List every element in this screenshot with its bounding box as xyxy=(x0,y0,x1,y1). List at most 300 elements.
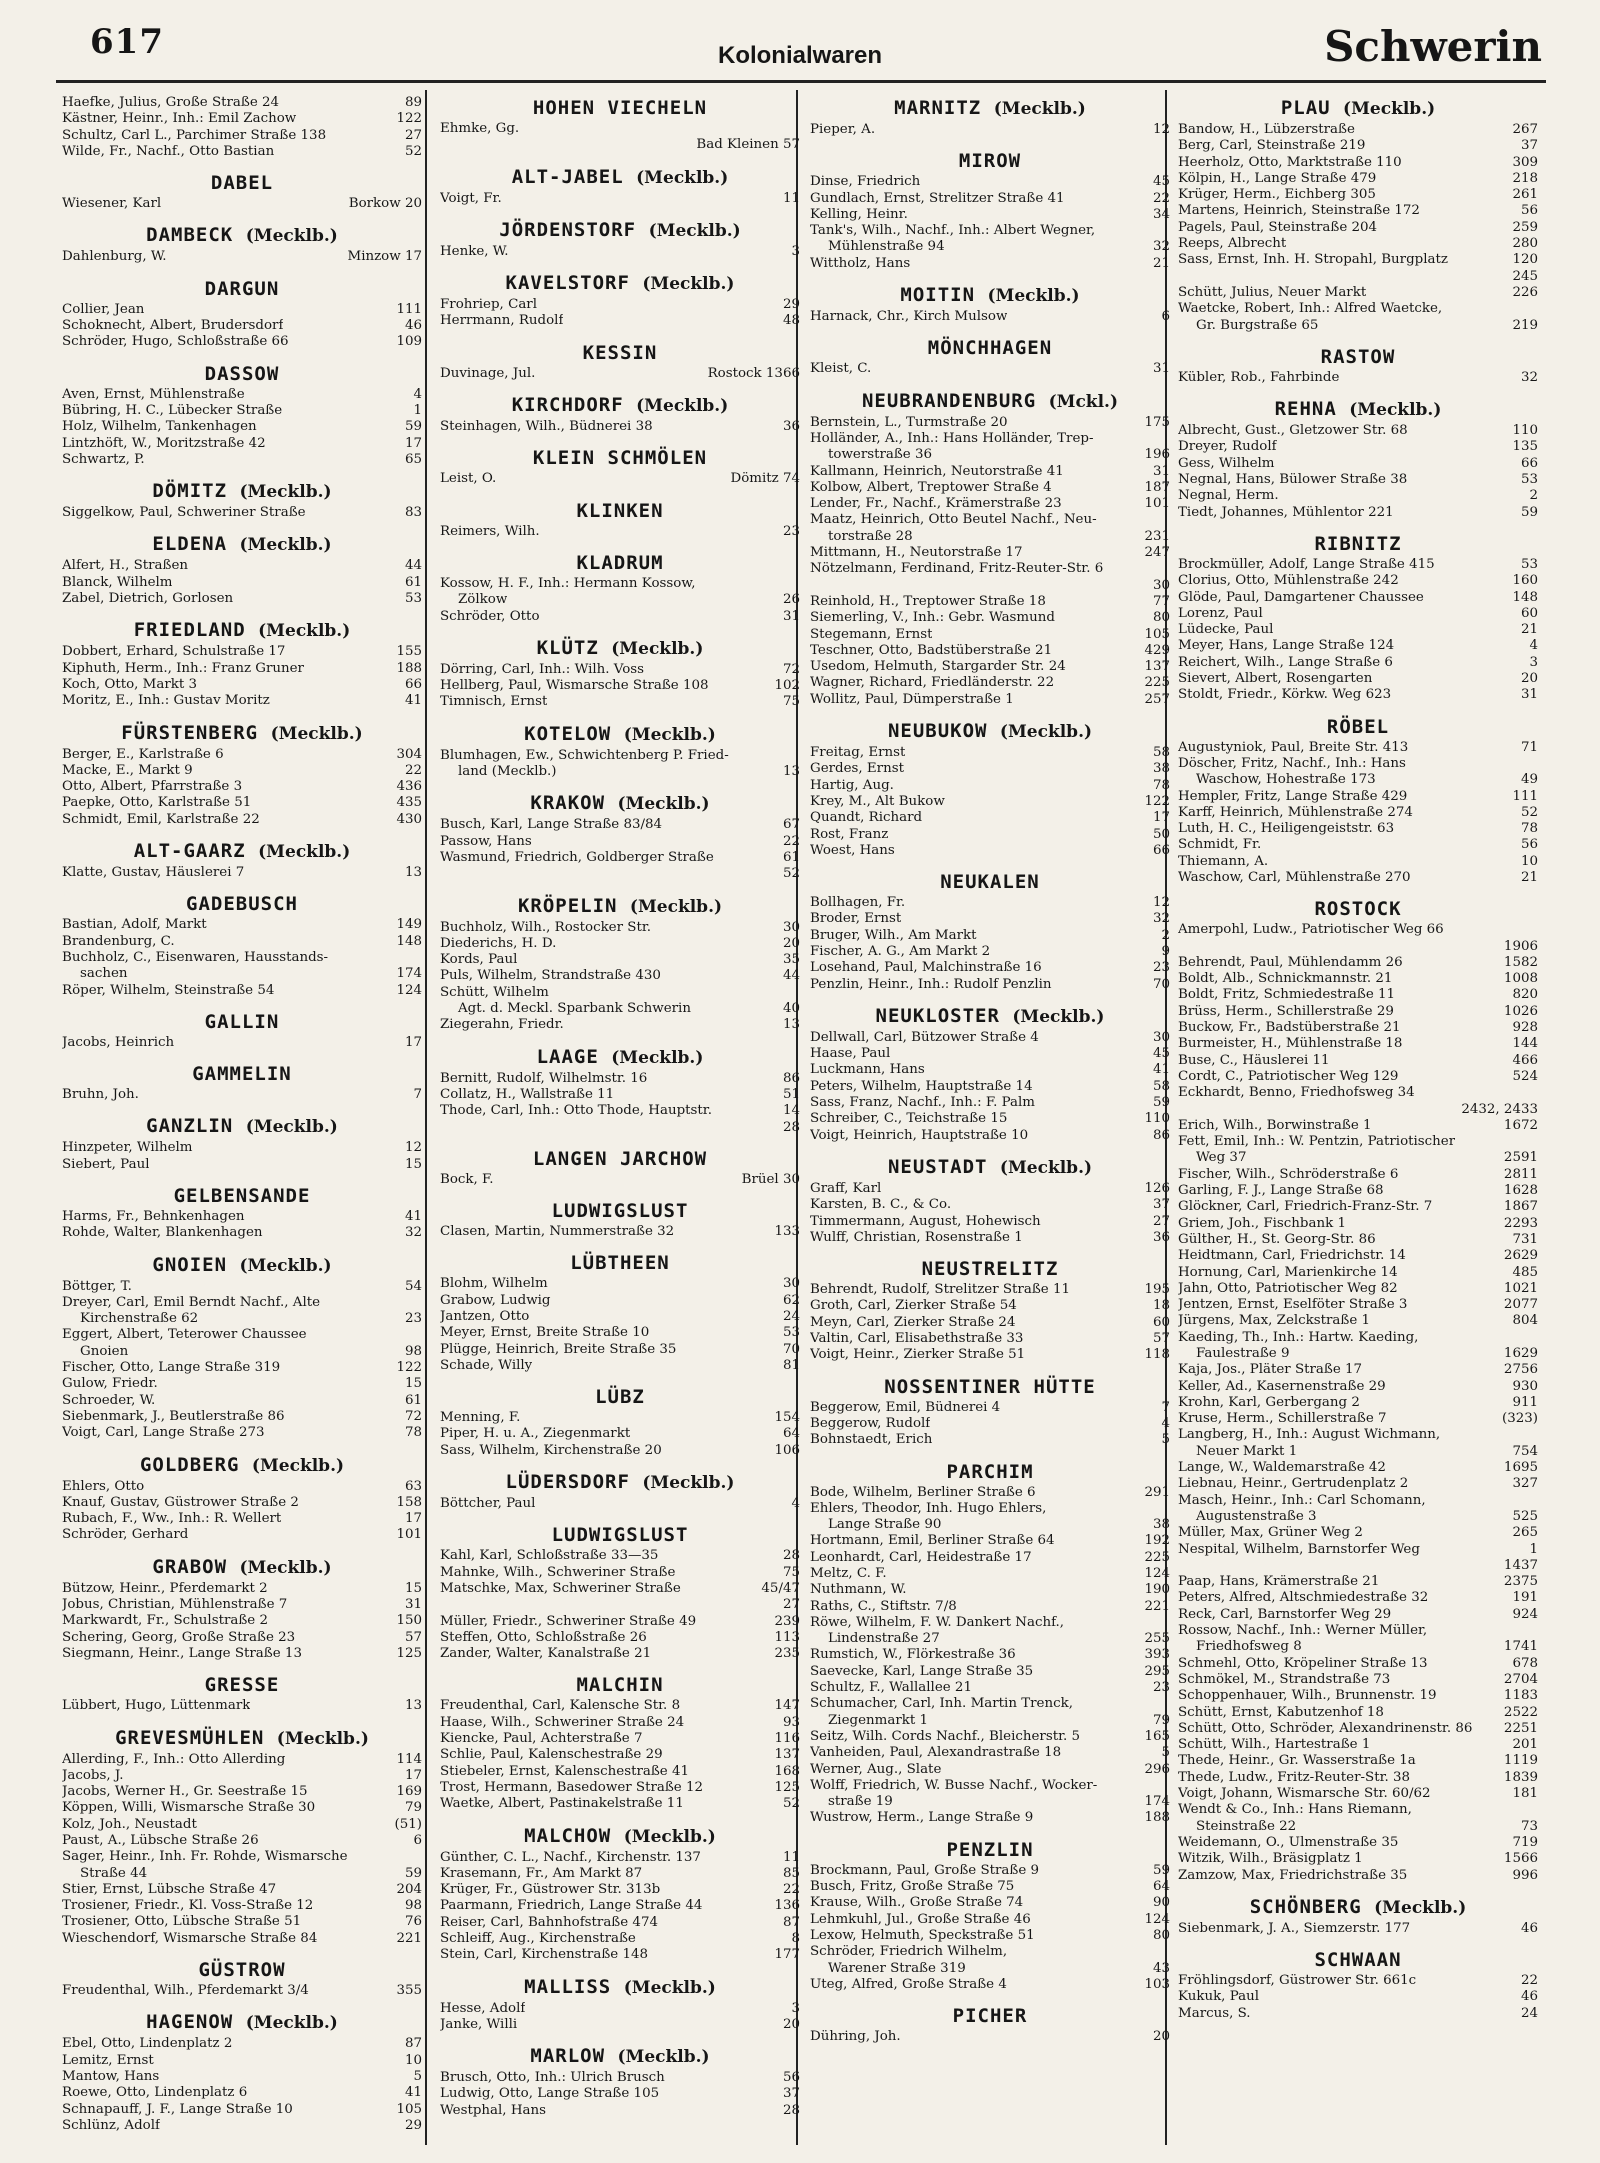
entry-name: Leist, O. xyxy=(440,471,497,487)
entry-phone-number: 22 xyxy=(782,833,800,849)
entry-name: Kleist, C. xyxy=(810,361,872,377)
directory-entry xyxy=(810,1631,1170,1647)
entry-name: Schwartz, P. xyxy=(62,451,145,467)
directory-entry xyxy=(1178,955,1538,971)
town-section xyxy=(62,1183,422,1242)
entry-name: Steffen, Otto, Schloßstraße 26 xyxy=(440,1629,647,1645)
directory-entry xyxy=(62,2118,422,2134)
entry-name: Cordt, C., Patriotischer Weg 129 xyxy=(1178,1068,1399,1084)
directory-entry xyxy=(440,1597,800,1613)
entry-name: Krüger, Herm., Eichberg 305 xyxy=(1178,187,1376,203)
entry-name: Holz, Wilhelm, Tankenhagen xyxy=(62,419,257,435)
entry-name: Kolz, Joh., Neustadt xyxy=(62,1816,197,1832)
directory-entry xyxy=(810,1230,1170,1246)
town-section xyxy=(810,282,1170,325)
entry-phone-number: 45 xyxy=(1152,1046,1170,1062)
town-section xyxy=(440,1974,800,2034)
entry-phone-number: 168 xyxy=(774,1763,800,1779)
directory-entry xyxy=(440,1882,800,1898)
entry-name: Nuthmann, W. xyxy=(810,1582,907,1598)
directory-entry xyxy=(810,827,1170,843)
entry-name: Herrmann, Rudolf xyxy=(440,313,564,329)
directory-entry xyxy=(62,591,422,607)
entry-phone-number: 430 xyxy=(396,811,422,827)
town-section xyxy=(810,2003,1170,2045)
directory-entry xyxy=(1178,557,1538,573)
entry-name: Marcus, S. xyxy=(1178,2005,1251,2021)
town-heading xyxy=(440,1044,800,1071)
town-section xyxy=(440,498,800,540)
entry-name: Ehlers, Theodor, Inh. Hugo Ehlers, xyxy=(810,1500,1047,1516)
entry-name: Kübler, Rob., Fahrbinde xyxy=(1178,369,1340,385)
directory-entry xyxy=(62,403,422,419)
entry-phone-number: 32 xyxy=(404,1225,422,1241)
directory-entry xyxy=(62,1087,422,1103)
directory-entry xyxy=(62,318,422,334)
entry-name: Böttger, T. xyxy=(62,1278,132,1294)
entry-name: Jantzen, Otto xyxy=(440,1308,530,1324)
entry-name: Steinstraße 22 xyxy=(1196,1818,1297,1834)
directory-entry xyxy=(810,1863,1170,1879)
entry-name: Stein, Carl, Kirchenstraße 148 xyxy=(440,1947,649,1963)
entry-name: Paepke, Otto, Karlstraße 51 xyxy=(62,795,252,811)
directory-entry xyxy=(62,558,422,574)
directory-entry xyxy=(810,778,1170,794)
entry-name: Bruger, Wilh., Am Markt xyxy=(810,927,977,943)
entry-name: Mühlenstraße 94 xyxy=(828,239,945,255)
town-name: LÜBTHEEN xyxy=(570,1252,670,1275)
entry-name: Kords, Paul xyxy=(440,952,518,968)
entry-phone-number: 165 xyxy=(1144,1728,1170,1744)
directory-entry xyxy=(1178,138,1538,154)
town-heading xyxy=(62,1113,422,1140)
directory-entry xyxy=(1178,1199,1538,1215)
town-section xyxy=(62,1252,422,1442)
entry-phone-number: 110 xyxy=(1144,1111,1170,1127)
directory-entry xyxy=(440,1410,800,1426)
entry-phone-number: 79 xyxy=(404,1800,422,1816)
town-name: NEUBRANDENBURG xyxy=(861,389,1037,412)
entry-phone-number: 56 xyxy=(1520,203,1538,219)
entry-phone-number: 291 xyxy=(1144,1484,1170,1500)
entry-phone-number: 17 xyxy=(1152,810,1170,826)
entry-name: Köppen, Willi, Wismarsche Straße 30 xyxy=(62,1800,316,1816)
entry-name: Dahlenburg, W. xyxy=(62,249,167,265)
entry-name: Bandow, H., Lübzerstraße xyxy=(1178,122,1355,137)
directory-entry xyxy=(440,1224,800,1240)
directory-entry xyxy=(810,1095,1170,1111)
entry-name: Peters, Wilhelm, Hauptstraße 14 xyxy=(810,1078,1033,1094)
entry-phone-number: 204 xyxy=(396,1881,422,1897)
entry-name: Wiesener, Karl xyxy=(62,196,162,212)
directory-entry xyxy=(440,1172,800,1188)
town-section xyxy=(62,222,422,265)
entry-name: Stegemann, Ernst xyxy=(810,626,933,642)
entry-name: Siebert, Paul xyxy=(62,1156,150,1172)
town-heading xyxy=(440,790,800,817)
town-section xyxy=(440,1384,800,1459)
entry-phone-number: 57 xyxy=(1152,1331,1170,1347)
entry-phone-number: 37 xyxy=(1152,1197,1170,1213)
entry-name: Ebel, Otto, Lindenplatz 2 xyxy=(62,2036,233,2052)
town-section xyxy=(810,388,1170,708)
directory-entry xyxy=(440,609,800,625)
town-name: RASTOW xyxy=(1320,345,1396,368)
directory-entry xyxy=(810,561,1170,577)
directory-entry xyxy=(1178,854,1538,870)
directory-entry xyxy=(62,128,422,144)
town-region: (Mecklb.) xyxy=(245,1117,338,1138)
entry-phone-number: 30 xyxy=(782,1276,800,1292)
town-heading xyxy=(1178,531,1538,557)
entry-name: Müller, Friedr., Schweriner Straße 49 xyxy=(440,1613,697,1629)
entry-phone-number: 2 xyxy=(1161,927,1170,943)
entry-phone-number: 71 xyxy=(1520,739,1538,755)
entry-name: Schoknecht, Albert, Brudersdorf xyxy=(62,318,284,334)
entry-name: Voigt, Fr. xyxy=(440,190,502,206)
entry-phone-number: 30 xyxy=(1152,1029,1170,1045)
town-heading xyxy=(440,1469,800,1496)
entry-phone-number: 58 xyxy=(1152,1078,1170,1094)
town-region: (Mecklb.) xyxy=(245,226,338,247)
entry-name: Trosiener, Friedr., Kl. Voss-Straße 12 xyxy=(62,1898,314,1914)
entry-name: Losehand, Paul, Malchinstraße 16 xyxy=(810,960,1042,976)
directory-entry xyxy=(62,1597,422,1613)
entry-phone-number: 137 xyxy=(1144,659,1170,675)
entry-name: Garling, F. J., Lange Straße 68 xyxy=(1178,1183,1384,1199)
directory-entry xyxy=(810,223,1170,239)
entry-phone-number: 124 xyxy=(1144,1911,1170,1927)
directory-entry xyxy=(62,1983,422,1999)
entry-phone-number: 7 xyxy=(1161,1399,1170,1415)
directory-entry xyxy=(440,748,800,764)
town-name: SCHÖNBERG xyxy=(1249,1895,1362,1918)
entry-name: Reck, Carl, Barnstorfer Weg 29 xyxy=(1178,1606,1392,1622)
entry-phone-number xyxy=(1506,922,1538,938)
entry-name: Graff, Karl xyxy=(810,1180,882,1196)
directory-entry xyxy=(440,1565,800,1581)
entry-phone-number: 10 xyxy=(404,2052,422,2068)
town-heading xyxy=(62,222,422,249)
town-heading xyxy=(810,335,1170,361)
directory-entry xyxy=(1178,1802,1538,1818)
directory-entry xyxy=(810,431,1170,447)
directory-entry xyxy=(810,1331,1170,1347)
entry-name: Glöde, Paul, Damgartener Chaussee xyxy=(1178,589,1424,605)
directory-column-1 xyxy=(62,95,422,2145)
directory-entry xyxy=(1178,1542,1538,1558)
directory-entry xyxy=(1178,1167,1538,1183)
town-section xyxy=(440,893,800,1034)
town-name: LÜBZ xyxy=(595,1386,645,1409)
directory-entry xyxy=(62,1849,422,1865)
entry-phone-number: 31 xyxy=(782,608,800,624)
entry-name: Buckow, Fr., Badstüberstraße 21 xyxy=(1178,1020,1401,1036)
directory-column-4 xyxy=(1178,95,1538,2145)
directory-entry xyxy=(810,207,1170,223)
entry-name: towerstraße 36 xyxy=(828,447,933,463)
entry-phone-number: 36 xyxy=(782,419,800,435)
entry-phone-number: 12 xyxy=(1152,895,1170,911)
entry-name: Clorius, Otto, Mühlenstraße 242 xyxy=(1178,573,1399,589)
town-heading xyxy=(62,276,422,302)
entry-name: Fett, Emil, Inh.: W. Pentzin, Patriotischer xyxy=(1178,1134,1456,1150)
entry-phone-number: 23 xyxy=(1152,960,1170,976)
directory-entry xyxy=(62,950,422,966)
town-region: (Mecklb.) xyxy=(623,1826,716,1847)
entry-name: Schröder, Gerhard xyxy=(62,1527,189,1543)
entry-name: Usedom, Helmuth, Stargarder Str. 24 xyxy=(810,659,1066,675)
entry-phone-number: 1437 xyxy=(1503,1557,1538,1573)
directory-column-3 xyxy=(810,95,1170,2145)
directory-entry xyxy=(1178,1656,1538,1672)
directory-entry xyxy=(810,1647,1170,1663)
town-section xyxy=(1178,396,1538,521)
entry-phone-number: 13 xyxy=(404,1698,422,1714)
directory-entry xyxy=(440,1947,800,1963)
directory-entry xyxy=(440,1358,800,1374)
town-heading xyxy=(62,478,422,505)
entry-name: Thede, Ludw., Fritz-Reuter-Str. 38 xyxy=(1178,1769,1411,1785)
entry-phone-number: 110 xyxy=(1512,423,1538,439)
entry-phone-number: 149 xyxy=(396,917,422,933)
directory-entry xyxy=(440,952,800,968)
entry-phone-number xyxy=(390,950,422,966)
directory-entry xyxy=(1178,488,1538,504)
directory-entry xyxy=(1178,1069,1538,1085)
entry-name: Jacobs, Werner H., Gr. Seestraße 15 xyxy=(62,1784,308,1800)
town-region: (Mecklb.) xyxy=(617,2047,710,2068)
entry-phone-number: 37 xyxy=(1520,138,1538,154)
directory-entry xyxy=(810,1582,1170,1598)
town-heading xyxy=(62,2009,422,2036)
entry-phone-number: 466 xyxy=(1512,1052,1538,1068)
directory-entry xyxy=(1178,821,1538,837)
town-region: (Mecklb.) xyxy=(239,482,332,503)
running-head-city: Schwerin xyxy=(1324,22,1542,71)
entry-name: Freudenthal, Carl, Kalensche Str. 8 xyxy=(440,1698,681,1714)
directory-entry xyxy=(1178,1737,1538,1753)
entry-phone-number: 15 xyxy=(404,1156,422,1172)
town-heading xyxy=(810,388,1170,415)
directory-entry xyxy=(1178,1411,1538,1427)
directory-entry xyxy=(62,1409,422,1425)
entry-name: Stoldt, Friedr., Körkw. Weg 623 xyxy=(1178,687,1392,703)
entry-phone-number: 190 xyxy=(1144,1582,1170,1598)
town-heading xyxy=(62,1009,422,1035)
town-section xyxy=(62,2009,422,2134)
directory-entry xyxy=(1178,1558,1538,1574)
directory-entry xyxy=(440,1850,800,1866)
town-name: KOTELOW xyxy=(524,722,612,745)
directory-entry xyxy=(1178,772,1538,788)
entry-phone-number: Brüel 30 xyxy=(741,1171,800,1187)
entry-name: torstraße 28 xyxy=(828,528,913,544)
directory-entry xyxy=(1178,671,1538,687)
town-section xyxy=(440,445,800,487)
town-name: KESSIN xyxy=(582,341,658,364)
entry-phone-number: 911 xyxy=(1512,1394,1538,1410)
entry-phone-number: 31 xyxy=(404,1597,422,1613)
directory-entry xyxy=(810,1347,1170,1363)
directory-entry xyxy=(62,1157,422,1173)
directory-entry xyxy=(440,1276,800,1292)
entry-phone-number: 135 xyxy=(1512,439,1538,455)
town-name: GADEBUSCH xyxy=(186,893,298,916)
directory-entry xyxy=(440,2001,800,2017)
entry-name: Wittholz, Hans xyxy=(810,255,911,271)
town-section xyxy=(1178,531,1538,704)
directory-entry xyxy=(1178,203,1538,219)
entry-phone-number: 2704 xyxy=(1503,1671,1538,1687)
directory-entry xyxy=(62,1898,422,1914)
entry-phone-number: 101 xyxy=(1144,496,1170,512)
directory-entry xyxy=(62,1279,422,1295)
entry-name: Neuer Markt 1 xyxy=(1196,1443,1298,1459)
town-heading xyxy=(810,95,1170,122)
entry-phone-number: 120 xyxy=(1512,252,1538,268)
entry-phone-number: 70 xyxy=(1152,976,1170,992)
directory-entry xyxy=(1178,1281,1538,1297)
entry-name: Collatz, H., Wallstraße 11 xyxy=(440,1086,615,1102)
entry-phone-number: 188 xyxy=(1144,1810,1170,1826)
entry-name: Burmeister, H., Mühlenstraße 18 xyxy=(1178,1036,1403,1052)
directory-entry xyxy=(440,419,800,435)
town-name: MALLISS xyxy=(524,1975,612,1998)
town-name: PICHER xyxy=(952,2005,1028,2028)
entry-name: Schütt, Wilhelm xyxy=(440,984,549,1000)
directory-entry xyxy=(440,850,800,866)
entry-name: Behrendt, Rudolf, Strelitzer Straße 11 xyxy=(810,1282,1070,1298)
entry-phone-number: 181 xyxy=(1512,1786,1538,1802)
town-section xyxy=(440,217,800,260)
town-heading xyxy=(810,1459,1170,1485)
directory-entry xyxy=(62,1344,422,1360)
town-heading xyxy=(440,445,800,471)
entry-name: Krey, M., Alt Bukow xyxy=(810,793,945,809)
entry-name: Macke, E., Markt 9 xyxy=(62,762,193,778)
entry-name: Bernitt, Rudolf, Wilhelmstr. 16 xyxy=(440,1070,648,1086)
page-header xyxy=(0,0,1600,78)
entry-phone-number: 225 xyxy=(1144,1549,1170,1565)
entry-name: Schreiber, C., Teichstraße 15 xyxy=(810,1111,1008,1127)
entry-name: Günther, C. L., Nachf., Kirchenstr. 137 xyxy=(440,1849,701,1865)
entry-name: Fischer, A. G., Am Markt 2 xyxy=(810,943,991,959)
town-heading xyxy=(440,1250,800,1276)
entry-phone-number: 195 xyxy=(1144,1282,1170,1298)
entry-phone-number: 81 xyxy=(782,1357,800,1373)
directory-entry xyxy=(1178,1134,1538,1150)
entry-name: Knauf, Gustav, Güstrower Straße 2 xyxy=(62,1494,299,1510)
town-section xyxy=(440,1823,800,1964)
entry-name: Duvinage, Jul. xyxy=(440,365,536,381)
entry-name: Alfert, H., Straßen xyxy=(62,558,189,574)
entry-name: Meyn, Carl, Zierker Straße 24 xyxy=(810,1314,1016,1330)
town-heading xyxy=(440,2043,800,2070)
town-section xyxy=(62,170,422,212)
directory-entry xyxy=(440,471,800,487)
directory-entry xyxy=(1178,1118,1538,1134)
entry-phone-number: 80 xyxy=(1152,610,1170,626)
town-region: (Mecklb.) xyxy=(1343,99,1436,119)
entry-phone-number: (51) xyxy=(394,1816,422,1832)
entry-phone-number: 41 xyxy=(404,1208,422,1224)
directory-entry xyxy=(810,361,1170,377)
entry-name: Stiebeler, Ernst, Kalenschestraße 41 xyxy=(440,1763,690,1779)
entry-name: Weidemann, O., Ulmenstraße 35 xyxy=(1178,1834,1399,1850)
directory-entry xyxy=(810,1928,1170,1944)
entry-name: Bollhagen, Fr. xyxy=(810,895,906,911)
entry-phone-number: Minzow 17 xyxy=(347,249,422,265)
entry-phone-number: 114 xyxy=(396,1751,422,1767)
town-region: (Mecklb.) xyxy=(648,220,741,241)
entry-name: Gülther, H., St. Georg-Str. 86 xyxy=(1178,1231,1376,1247)
directory-entry xyxy=(62,1646,422,1662)
entry-phone-number: 1 xyxy=(1529,1541,1538,1557)
entry-phone-number: 393 xyxy=(1144,1647,1170,1663)
directory-entry xyxy=(1178,971,1538,987)
town-name: LÜDERSDORF xyxy=(505,1471,630,1494)
entry-phone-number: 53 xyxy=(782,1325,800,1341)
entry-phone-number: 8 xyxy=(791,1931,800,1946)
directory-entry xyxy=(810,1517,1170,1533)
entry-name: Steinhagen, Wilh., Büdnerei 38 xyxy=(440,419,653,435)
directory-entry xyxy=(810,1079,1170,1095)
entry-phone-number: 11 xyxy=(782,190,800,206)
directory-entry xyxy=(1178,1297,1538,1313)
entry-name: Otto, Albert, Pfarrstraße 3 xyxy=(62,779,243,795)
town-name: NEUKALEN xyxy=(940,871,1040,894)
directory-entry xyxy=(810,1566,1170,1582)
entry-name: Reimers, Wilh. xyxy=(440,523,540,539)
directory-entry xyxy=(810,1111,1170,1127)
directory-entry xyxy=(810,1745,1170,1761)
town-name: KRÖPELIN xyxy=(517,894,618,917)
town-region: (Mecklb.) xyxy=(623,1977,716,1998)
entry-name: Schlie, Paul, Kalenschestraße 29 xyxy=(440,1747,663,1763)
directory-entry xyxy=(1178,606,1538,622)
entry-phone-number: 14 xyxy=(782,1103,800,1119)
directory-entry xyxy=(62,779,422,795)
entry-phone-number: 60 xyxy=(1152,1314,1170,1330)
directory-entry xyxy=(440,2086,800,2102)
town-heading xyxy=(62,1957,422,1983)
entry-phone-number xyxy=(768,121,800,137)
town-section xyxy=(810,718,1170,859)
directory-entry xyxy=(1178,1085,1538,1101)
entry-phone-number: 2811 xyxy=(1503,1166,1538,1182)
directory-entry xyxy=(440,1931,800,1947)
entry-phone-number: 122 xyxy=(1144,793,1170,809)
entry-phone-number: 53 xyxy=(1520,472,1538,488)
entry-phone-number: 87 xyxy=(782,1914,800,1930)
entry-name: Ziegerahn, Friedr. xyxy=(440,1017,564,1033)
entry-phone-number: 28 xyxy=(782,1119,800,1135)
town-region: (Mecklb.) xyxy=(623,724,716,745)
entry-phone-number: 52 xyxy=(782,866,800,882)
town-name: MIROW xyxy=(958,150,1022,173)
directory-entry xyxy=(1178,573,1538,589)
directory-entry xyxy=(1178,236,1538,252)
directory-entry xyxy=(440,313,800,329)
town-heading xyxy=(1178,396,1538,423)
entry-phone-number: 754 xyxy=(1512,1443,1538,1459)
town-heading xyxy=(62,531,422,558)
town-name: LAAGE xyxy=(536,1045,599,1068)
entry-name: Jobus, Christian, Mühlenstraße 7 xyxy=(62,1597,288,1613)
directory-entry xyxy=(440,1630,800,1646)
directory-entry xyxy=(440,1898,800,1914)
